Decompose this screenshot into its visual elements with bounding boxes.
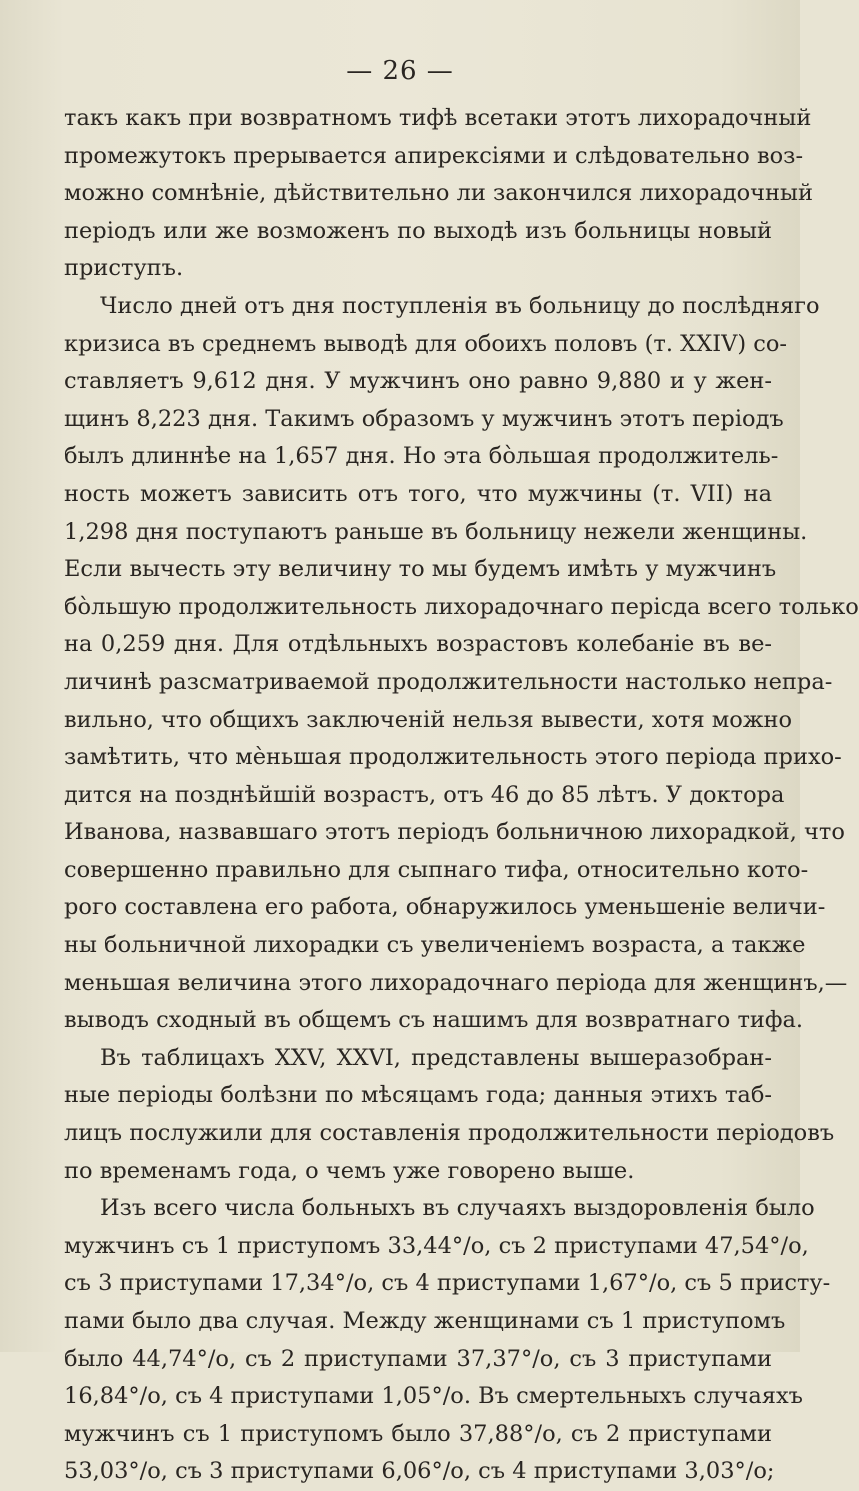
text-line: вильно, что общихъ заключеній нельзя вывести, хотя можно [64, 706, 793, 733]
text-line: ставляетъ 9,612 дня. У мужчинъ оно равно 9,880 и у жен- [64, 368, 772, 395]
text-line: бо̀льшую продолжительность лихорадочнаго перісда всего только [64, 593, 859, 620]
text-line: 53,03°/о, съ 3 приступами 6,06°/о, съ 4 приступами 3,03°/о; [64, 1458, 775, 1485]
text-line: Въ таблицахъ XXV, XXVI, представлены вышеразобран- [100, 1044, 772, 1071]
text-line: 1,298 дня поступаютъ раньше въ больницу нежели женщины. [64, 518, 808, 545]
text-line: такъ какъ при возвратномъ тифѣ всетаки этотъ лихорадочный [64, 105, 812, 131]
text-line: періодъ или же возможенъ по выходѣ изъ больницы новый [64, 217, 772, 244]
page-number: — 26 — [346, 56, 454, 86]
text-line: Изъ всего числа больныхъ въ случаяхъ выздоровленія было [100, 1195, 815, 1222]
text-line: замѣтить, что мѐньшая продолжительность этого періода прихо- [64, 744, 842, 771]
text-line: ные періоды болѣзни по мѣсяцамъ года; данныя этихъ таб- [64, 1082, 772, 1109]
text-line: меньшая величина этого лихорадочнаго періода для женщинъ,— [64, 969, 848, 996]
text-line: мужчинъ съ 1 приступомъ было 37,88°/о, съ 2 приступами [64, 1420, 772, 1447]
text-line: Число дней отъ дня поступленія въ больницу до послѣдняго [100, 292, 820, 319]
text-line: съ 3 приступами 17,34°/о, съ 4 приступами 1,67°/о, съ 5 присту- [64, 1270, 831, 1297]
text-line: ность можетъ зависить отъ того, что мужчины (т. VII) на [64, 480, 772, 507]
text-line: мужчинъ съ 1 приступомъ 33,44°/о, съ 2 приступами 47,54°/о, [64, 1232, 809, 1259]
text-line: было 44,74°/о, съ 2 приступами 37,37°/о, съ 3 приступами [64, 1345, 772, 1372]
text-line: Если вычесть эту величину то мы будемъ имѣть у мужчинъ [64, 556, 777, 583]
text-line: можно сомнѣніе, дѣйствительно ли закончился лихорадочный [64, 180, 813, 207]
text-line: выводъ сходный въ общемъ съ нашимъ для возвратнаго тифа. [64, 1007, 804, 1034]
text-line: ны больничной лихорадки съ увеличеніемъ возраста, а также [64, 932, 806, 959]
text-line: Иванова, назвавшаго этотъ періодъ больничною лихорадкой, что [64, 819, 845, 846]
text-line: лицъ послужили для составленія продолжительности періодовъ [64, 1120, 835, 1147]
text-line: на 0,259 дня. Для отдѣльныхъ возрастовъ колебаніе въ ве- [64, 631, 772, 658]
text-line: совершенно правильно для сыпнаго тифа, относительно кото- [64, 856, 809, 883]
text-line: 16,84°/о, съ 4 приступами 1,05°/о. Въ смертельныхъ случаяхъ [64, 1383, 803, 1410]
text-line: кризиса въ среднемъ выводѣ для обоихъ половъ (т. XXIV) со- [64, 330, 788, 357]
text-line: щинъ 8,223 дня. Такимъ образомъ у мужчинъ этотъ періодъ [64, 405, 784, 432]
text-line: по временамъ года, о чемъ уже говорено выше. [64, 1157, 635, 1184]
body-text [64, 100, 859, 1491]
text-line: дится на позднѣйшій возрастъ, отъ 46 до 85 лѣтъ. У доктора [64, 781, 785, 808]
text-line: былъ длиннѣе на 1,657 дня. Но эта бо̀льшая продолжитель- [64, 443, 779, 470]
text-line: рого составлена его работа, обнаружилось уменьшеніе величи- [64, 894, 826, 921]
text-line: пами было два случая. Между женщинами съ 1 приступомъ [64, 1308, 786, 1334]
text-line: личинѣ разсматриваемой продолжительности настолько непра- [64, 668, 833, 695]
text-line: приступъ. [64, 255, 184, 282]
text-line: промежутокъ прерывается апирексіями и слѣдовательно воз- [64, 142, 804, 169]
